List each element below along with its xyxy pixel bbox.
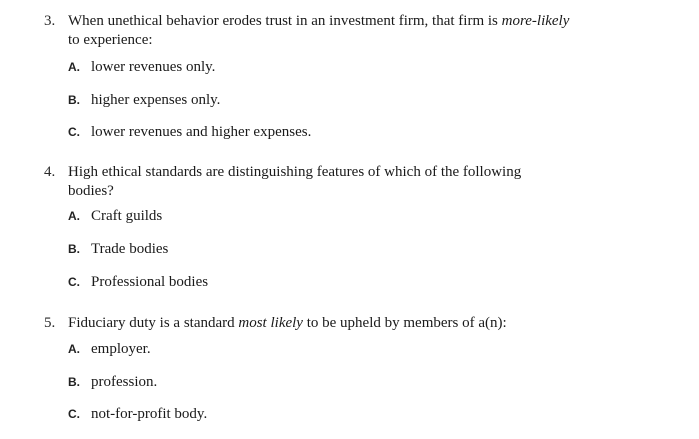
question-number: 3. [44,13,56,29]
question-stem-emphasis: more-likely [501,13,570,29]
answer-option-b [68,240,168,259]
answer-option-b [68,91,220,110]
question-stem-emphasis: most likely [238,315,303,331]
option-letter: A. [68,209,80,223]
option-text: lower revenues only. [91,59,216,75]
answer-option-c [68,123,311,142]
option-text: lower revenues and higher expenses. [91,124,312,140]
option-letter: A. [68,342,80,356]
option-text: employer. [91,341,151,357]
answer-option-a [68,340,151,359]
option-letter: A. [68,60,80,74]
option-letter: B. [68,93,80,107]
option-text: not-for-profit body. [91,406,208,422]
answer-option-a [68,58,215,77]
answer-option-b [68,373,157,392]
question-stem-text: Fiduciary duty is a standard [68,315,239,331]
option-text: higher expenses only. [91,92,221,108]
option-letter: C. [68,275,80,289]
option-letter: B. [68,375,80,389]
question-number: 4. [44,164,56,180]
option-letter: C. [68,125,80,139]
option-text: Craft guilds [91,208,163,224]
option-text: Trade bodies [91,241,169,257]
question-stem-text-end: to experience: [68,32,153,48]
answer-option-c [68,273,208,292]
question-stem-text: When unethical behavior erodes trust in an investment firm, that firm is [68,13,502,29]
answer-option-a [68,207,162,226]
question-stem [68,12,573,50]
question-stem [68,163,558,201]
option-letter: B. [68,242,80,256]
question-stem [68,314,628,333]
option-letter: C. [68,407,80,421]
question-stem-text: High ethical standards are distinguishing features of which of the following bodies? [68,164,522,199]
question-stem-text-end: to be upheld by members of a(n): [302,315,507,331]
question-number: 5. [44,315,56,331]
answer-option-c [68,405,207,424]
option-text: Professional bodies [91,274,209,290]
option-text: profession. [91,374,158,390]
